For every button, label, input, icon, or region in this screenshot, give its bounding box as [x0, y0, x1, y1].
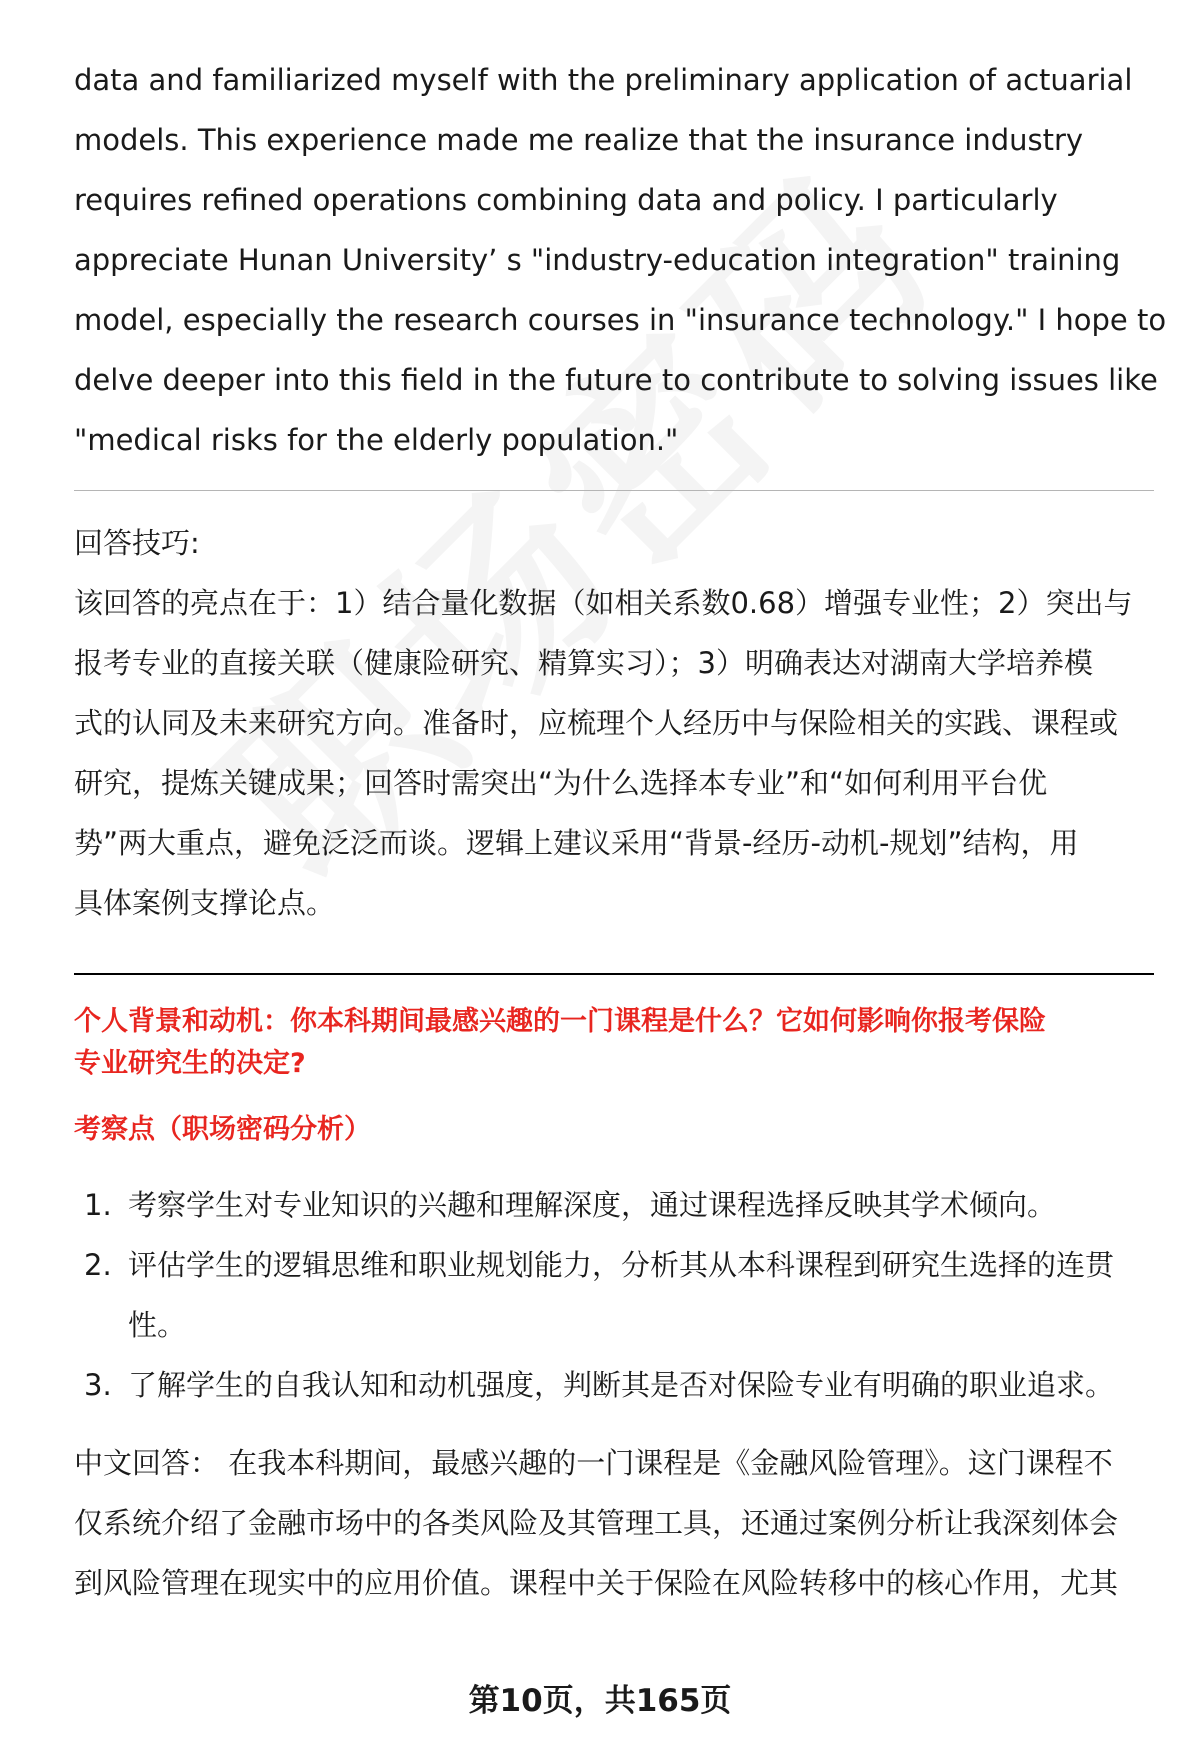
tips-title: 回答技巧: — [74, 526, 200, 560]
text-line: 中文回答： 在我本科期间，最感兴趣的一门课程是《金融风险管理》。这门课程不 — [74, 1446, 1113, 1480]
text-line: 研究，提炼关键成果；回答时需突出“为什么选择本专业”和“如何利用平台优 — [74, 766, 1048, 800]
text-line: models. This experience made me realize that the insurance industry — [74, 123, 1084, 157]
text-line: 该回答的亮点在于：1）结合量化数据（如相关系数0.68）增强专业性；2）突出与 — [74, 586, 1133, 620]
analysis-list — [74, 1175, 1154, 1415]
page-content — [74, 50, 1167, 1613]
divider — [74, 490, 1154, 491]
text-line: 个人背景和动机：你本科期间最感兴趣的一门课程是什么？它如何影响你报考保险 — [74, 1006, 1046, 1037]
list-number: 3. — [84, 1368, 112, 1402]
text-line: 具体案例支撑论点。 — [74, 886, 336, 920]
text-line: 专业研究生的决定? — [74, 1048, 306, 1079]
text-line: delve deeper into this field in the future to contribute to solving issues like — [74, 363, 1158, 397]
list-number: 2. — [84, 1248, 112, 1282]
text-line: data and familiarized myself with the preliminary application of actuarial — [74, 63, 1133, 97]
section-divider — [74, 973, 1154, 975]
question-title — [74, 1001, 1154, 1085]
english-paragraph — [74, 50, 1167, 470]
page-number: 第10页，共165页 — [468, 1683, 732, 1719]
list-item — [74, 1175, 1154, 1235]
text-line: 势”两大重点，避免泛泛而谈。逻辑上建议采用“背景-经历-动机-规划”结构，用 — [74, 826, 1079, 860]
text-line: model, especially the research courses in "insurance technology." I hope to — [74, 303, 1167, 337]
text-line: requires refined operations combining data and policy. I particularly — [74, 183, 1058, 217]
text-line: appreciate Hunan University’ s "industry-education integration" training — [74, 243, 1121, 277]
text-line: 到风险管理在现实中的应用价值。课程中关于保险在风险转移中的核心作用，尤其 — [74, 1566, 1119, 1600]
list-item — [74, 1355, 1154, 1415]
answer-paragraph — [74, 1433, 1154, 1613]
text-line: 评估学生的逻辑思维和职业规划能力，分析其从本科课程到研究生选择的连贯 — [128, 1248, 1115, 1282]
analysis-subtitle: 考察点（职场密码分析） — [74, 1114, 371, 1145]
text-line: 式的认同及未来研究方向。准备时，应梳理个人经历中与保险相关的实践、课程或 — [74, 706, 1119, 740]
list-number: 1. — [84, 1188, 112, 1222]
tips-paragraph — [74, 573, 1154, 933]
text-line: 报考专业的直接关联（健康险研究、精算实习）；3）明确表达对湖南大学培养模 — [74, 646, 1093, 680]
text-line: 性。 — [128, 1308, 187, 1342]
text-line: 考察学生对专业知识的兴趣和理解深度，通过课程选择反映其学术倾向。 — [128, 1188, 1057, 1222]
text-line: "medical risks for the elderly population." — [74, 423, 679, 457]
list-item — [74, 1235, 1154, 1355]
text-line: 仅系统介绍了金融市场中的各类风险及其管理工具，还通过案例分析让我深刻体会 — [74, 1506, 1119, 1540]
text-line: 了解学生的自我认知和动机强度，判断其是否对保险专业有明确的职业追求。 — [128, 1368, 1115, 1402]
